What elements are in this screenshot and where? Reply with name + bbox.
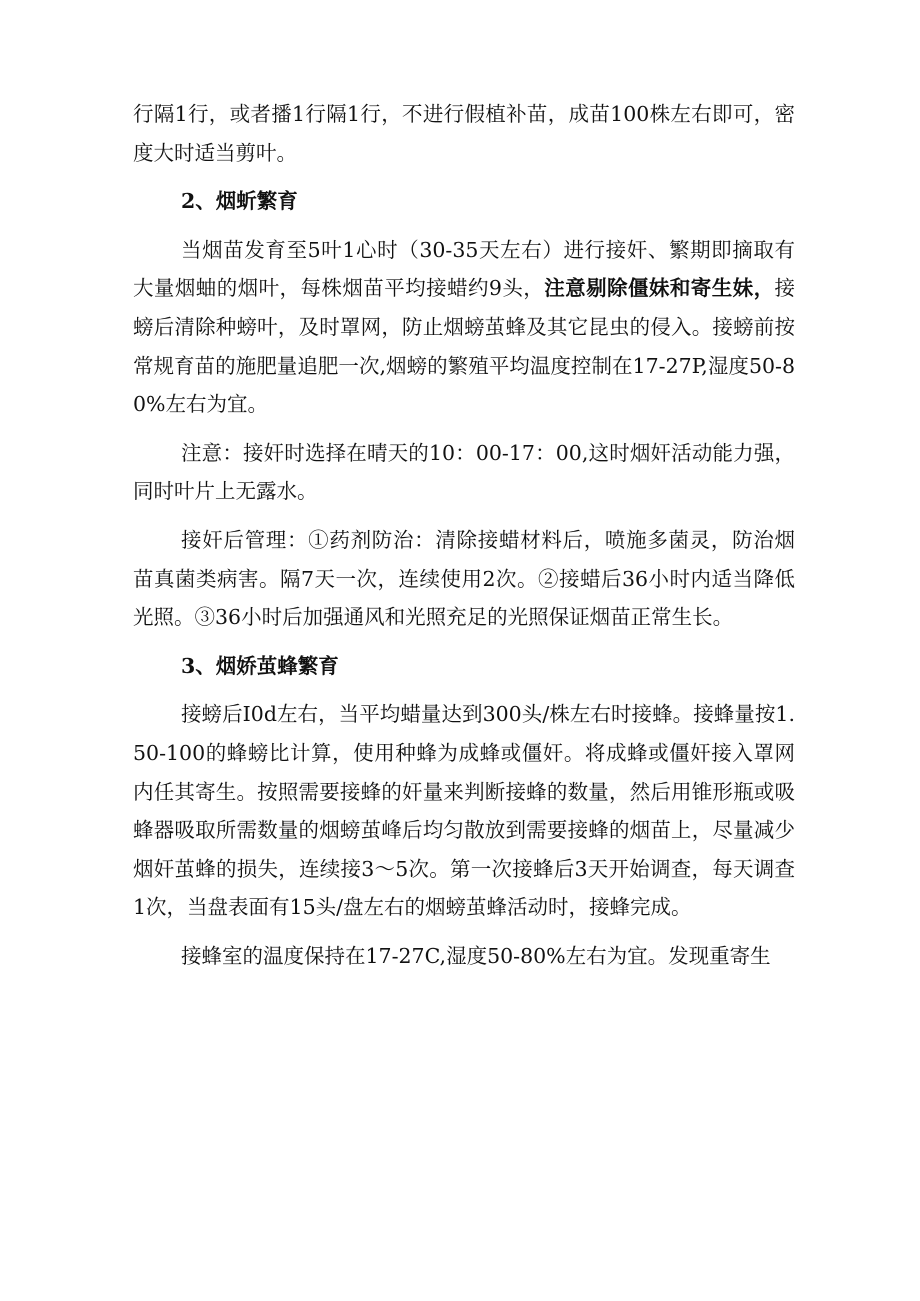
- paragraph-2a-bold: 注意剔除僵妹和寄生妹，: [544, 276, 775, 301]
- document-body: [133, 95, 795, 975]
- paragraph-2a-tail: 接螃后清除种螃叶，及时罩网，防止烟螃茧蜂及其它昆虫的侵入。接螃前按常规育苗的施肥量追肥一次,烟螃的繁殖平均温度控制在17-27P,湿度50-80%左右为宜。: [133, 276, 796, 417]
- section-heading-2: 2、烟蚚繁育: [181, 189, 298, 214]
- paragraph-3a: 接螃后I0d左右，当平均蜡量达到300头/株左右时接蜂。接蜂量按1.50-100的蜂螃比计算，使用种蜂为成蜂或僵奸。将成蜂或僵奸接入罩网内任其寄生。按照需要接蜂的奸量来判断接蜂的数量，然后用锥形瓶或吸蜂器吸取所需数量的烟螃茧峰后均匀散放到需要接蜂的烟苗上，尽量减少烟奸茧蜂的损失，连续接3～5次。第一次接蜂后3天开始调查，每天调查1次，当盘表面有15头/盘左右的烟螃茧蜂活动时，接蜂完成。: [133, 702, 795, 920]
- section-heading-3: 3、烟娇茧蜂繁育: [181, 653, 339, 678]
- paragraph-2a: [133, 231, 795, 424]
- paragraph-intro: 行隔1行，或者播1行隔1行，不进行假植补苗，成苗100株左右即可，密度大时适当剪叶。: [133, 102, 795, 165]
- paragraph-2a-text: 当烟苗发育至5叶1心时（30-35天左右）进行接奸、繁期即摘取有大量烟蚰的烟叶，每株烟苗平均接蜡约9头，: [133, 237, 795, 301]
- paragraph-2c: 接奸后管理：①药剂防治：清除接蜡材料后，喷施多菌灵，防治烟苗真菌类病害。隔7天一次，连续使用2次。②接蜡后36小时内适当降低光照。③36小时后加强通风和光照充足的光照保证烟苗正常生长。: [133, 527, 795, 630]
- paragraph-3b: 接蜂室的温度保持在17-27C,湿度50-80%左右为宜。发现重寄生: [181, 943, 771, 968]
- paragraph-2b: 注意：接奸时选择在晴天的10：00-17：00,这时烟奸活动能力强，同时叶片上无露水。: [133, 440, 795, 504]
